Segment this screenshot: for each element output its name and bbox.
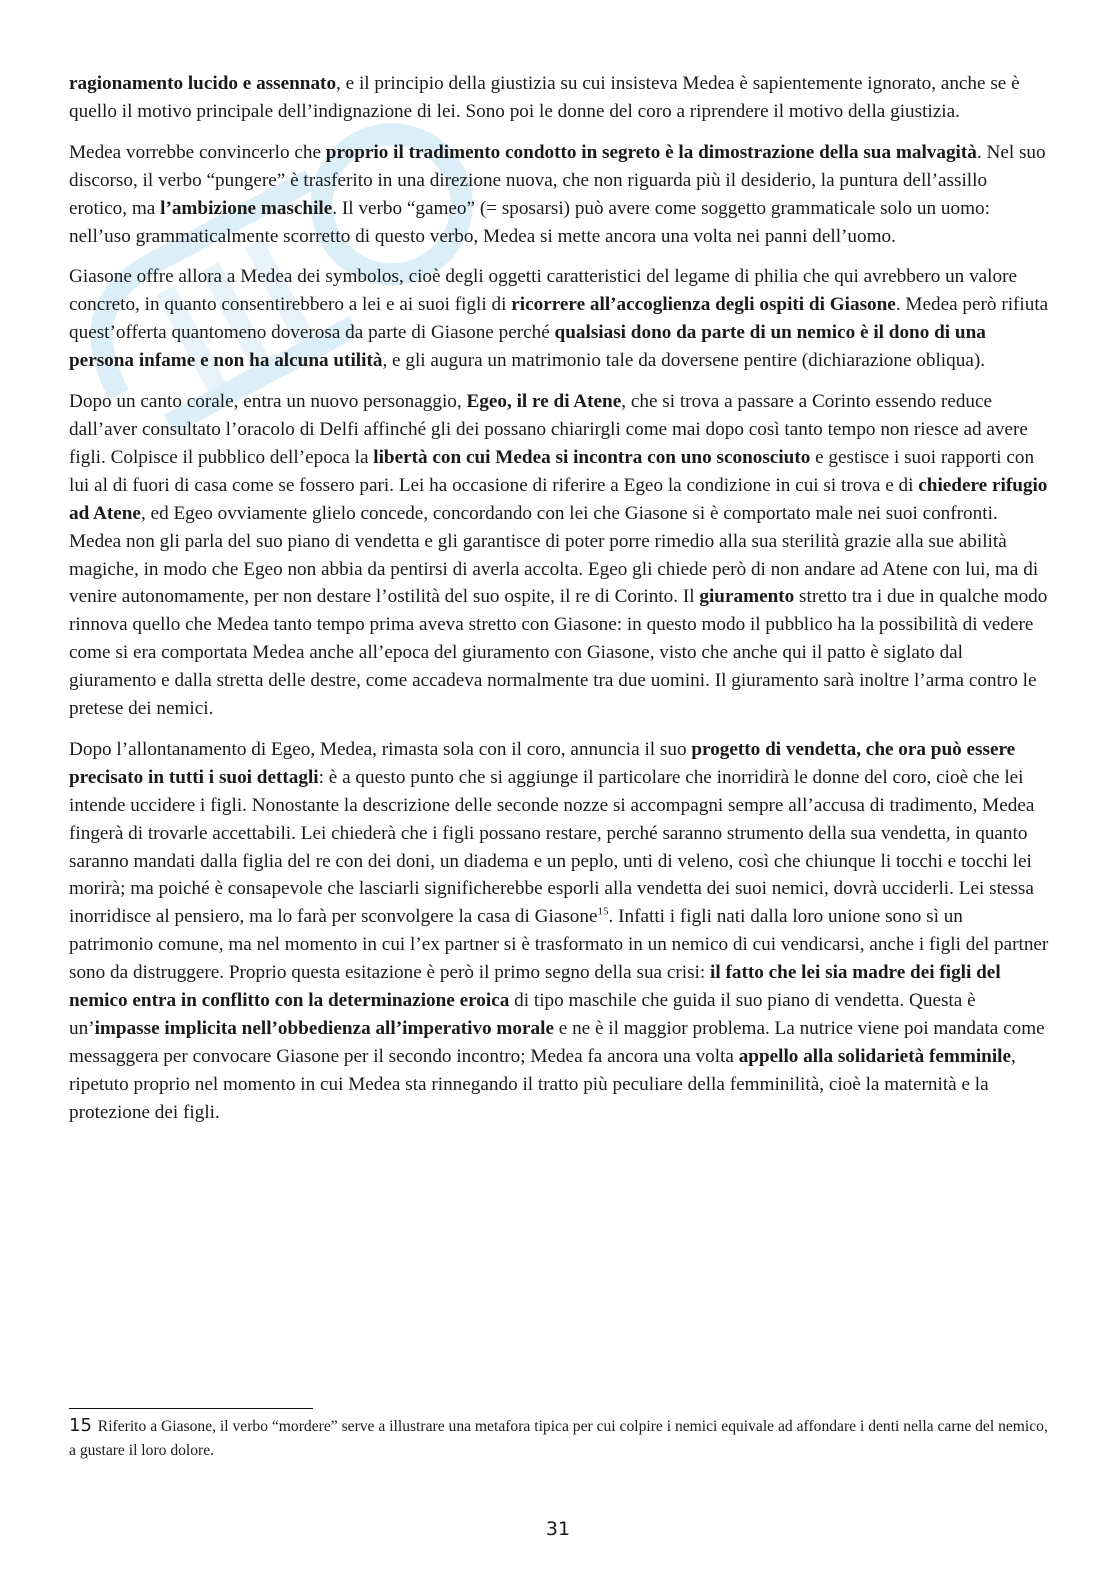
bold-text: l’ambizione maschile (160, 197, 333, 219)
text-run: Giasone offre allora a Medea dei symbolos, cioè degli oggetti caratteristici del legame di philia che qui avrebbero un valore concreto, in quanto consentirebbero a lei e ai suoi figli di (69, 266, 1018, 316)
document-body (69, 70, 1049, 1140)
bold-text: Egeo, il re di Atene (466, 391, 622, 413)
text-run: , ed Egeo ovviamente glielo concede, concordando con lei che Giasone si è comportato male nei suoi confronti. Medea non gli parla del suo piano di vendetta e gli garantisce di poter porre rimedio alla sua sterilità grazie alla sue abilità magiche, in modo che Egeo non abbia da pentirsi di averla accolta. Egeo gli chiede però di non andare ad Atene con lui, ma di venire autonomamente, per non destare l’ostilità del suo ospite, il re di Corinto. Il (69, 502, 1039, 608)
footnote-number: 15 (69, 1415, 92, 1436)
bold-text: chiedere rifugio ad Atene (69, 474, 1048, 524)
bold-text: progetto di vendetta, che ora può essere precisato in tutti i suoi dettagli (69, 738, 1016, 788)
paragraph (69, 139, 1049, 251)
text-run: Medea vorrebbe convincerlo che (69, 141, 326, 163)
page-number: 31 (545, 1518, 571, 1540)
text-run: di tipo maschile che guida il suo piano di vendetta. Questa è un’ (69, 990, 976, 1039)
footnote-text: Riferito a Giasone, il verbo “mordere” serve a illustrare una metafora tipica per cui colpire i nemici equivale ad affondare i denti nella carne del nemico, a gustare il loro dolore. (69, 1418, 1048, 1459)
text-run: , e il principio della giustizia su cui insisteva Medea è sapientemente ignorato, anche se è quello il motivo principale dell’indignazione di lei. Sono poi le donne del coro a riprendere il motivo della giustizia. (69, 73, 1020, 122)
bold-text: proprio il tradimento condotto in segreto è la dimostrazione della sua malvagità (325, 141, 977, 163)
paragraph (69, 263, 1049, 375)
text-run: . Il verbo “gameo” (= sposarsi) può avere come soggetto grammaticale solo un uomo: nell’uso grammaticalmente scorretto di questo verbo, Medea si mette ancora una volta nei panni dell’uomo. (69, 197, 990, 247)
bold-text: qualsiasi dono da parte di un nemico è il dono di una persona infame e non ha alcuna utilità (69, 322, 986, 372)
text-run: : è a questo punto che si aggiunge il particolare che inorridirà le donne del coro, cioè che lei intende uccidere i figli. Nonostante la descrizione delle seconde nozze si accompagni sempre all’accusa di tradimento, Medea fingerà di trovarle accettabili. Lei chiederà che i figli possano restare, perché saranno strumento della sua vendetta, in quanto saranno mandati dalla figlia del re con dei doni, un diadema e un peplo, unti di veleno, così che chiunque li tocchi e tocchi lei morirà; ma poiché è consapevole che lasciarli significherebbe esporli alla vendetta dei suoi nemici, dovrà ucciderli. Lei stessa inorridisce al pensiero, ma lo farà per sconvolgere la casa di Giasone (69, 766, 1035, 928)
paragraph (69, 736, 1049, 1127)
text-run: , che si trova a passare a Corinto essendo reduce dall’aver consultato l’oracolo di Delfi affinché gli dei possano chiarirgli come mai dopo così tanto tempo non riesce ad avere figli. Colpisce il pubblico dell’epoca la (69, 391, 1028, 468)
paragraph (69, 70, 1049, 126)
text-run: . Medea però rifiuta quest’offerta quantomeno doverosa da parte di Giasone perché (69, 294, 1049, 344)
footnote-divider (69, 1408, 313, 1409)
bold-text: appello alla solidarietà femminile (738, 1045, 1012, 1067)
text-run: stretto tra i due in qualche modo rinnova quello che Medea tanto tempo prima aveva stretto con Giasone: in questo modo il pubblico ha la possibilità di vedere come si era comportata Medea anche all’epoca del giuramento con Giasone, visto che anche qui il patto è siglato dal giuramento e dalla stretta delle destre, come accadeva normalmente tra due uomini. Il giuramento sarà inoltre l’arma contro le pretese dei nemici. (69, 586, 1048, 720)
footnote (69, 1414, 1049, 1463)
bold-text: ricorrere all’accoglienza degli ospiti di Giasone (511, 294, 896, 316)
text-run: . Infatti i figli nati dalla loro unione sono sì un patrimonio comune, ma nel momento in cui l’ex partner si è trasformato in un nemico di cui vendicarsi, anche i figli del partner sono da distruggere. Proprio questa esitazione è però il primo segno della sua crisi: (69, 906, 1049, 984)
text-run: Dopo un canto corale, entra un nuovo personaggio, (69, 391, 467, 413)
text-run: . Nel suo discorso, il verbo “pungere” è trasferito in una direzione nuova, che non riguarda più il desiderio, la puntura dell’assillo erotico, ma (69, 141, 1046, 219)
paragraph (69, 388, 1049, 723)
text-run: e gestisce i suoi rapporti con lui al di fuori di casa come se fossero pari. Lei ha occasione di riferire a Egeo la condizione in cui si trova e di (69, 446, 1035, 496)
bold-text: libertà con cui Medea si incontra con uno sconosciuto (373, 446, 811, 468)
text-run: , ripetuto proprio nel momento in cui Medea sta rinnegando il tratto più peculiare della femminilità, cioè la maternità e la protezione dei figli. (69, 1045, 1016, 1123)
bold-text: impasse implicita nell’obbedienza all’imperativo morale (94, 1018, 554, 1039)
bold-text: ragionamento lucido e assennato (69, 73, 337, 94)
footnote-reference: 15 (597, 905, 609, 918)
bold-text: giuramento (699, 586, 795, 608)
bold-text: il fatto che lei sia madre dei figli del nemico entra in conflitto con la determinazione eroica (69, 962, 1001, 1012)
text-run: , e gli augura un matrimonio tale da doversene pentire (dichiarazione obliqua). (382, 350, 986, 372)
text-run: e ne è il maggior problema. La nutrice viene poi mandata come messaggera per convocare Giasone per il secondo incontro; Medea fa ancora una volta (69, 1018, 1045, 1067)
text-run: Dopo l’allontanamento di Egeo, Medea, rimasta sola con il coro, annuncia il suo (69, 738, 692, 760)
